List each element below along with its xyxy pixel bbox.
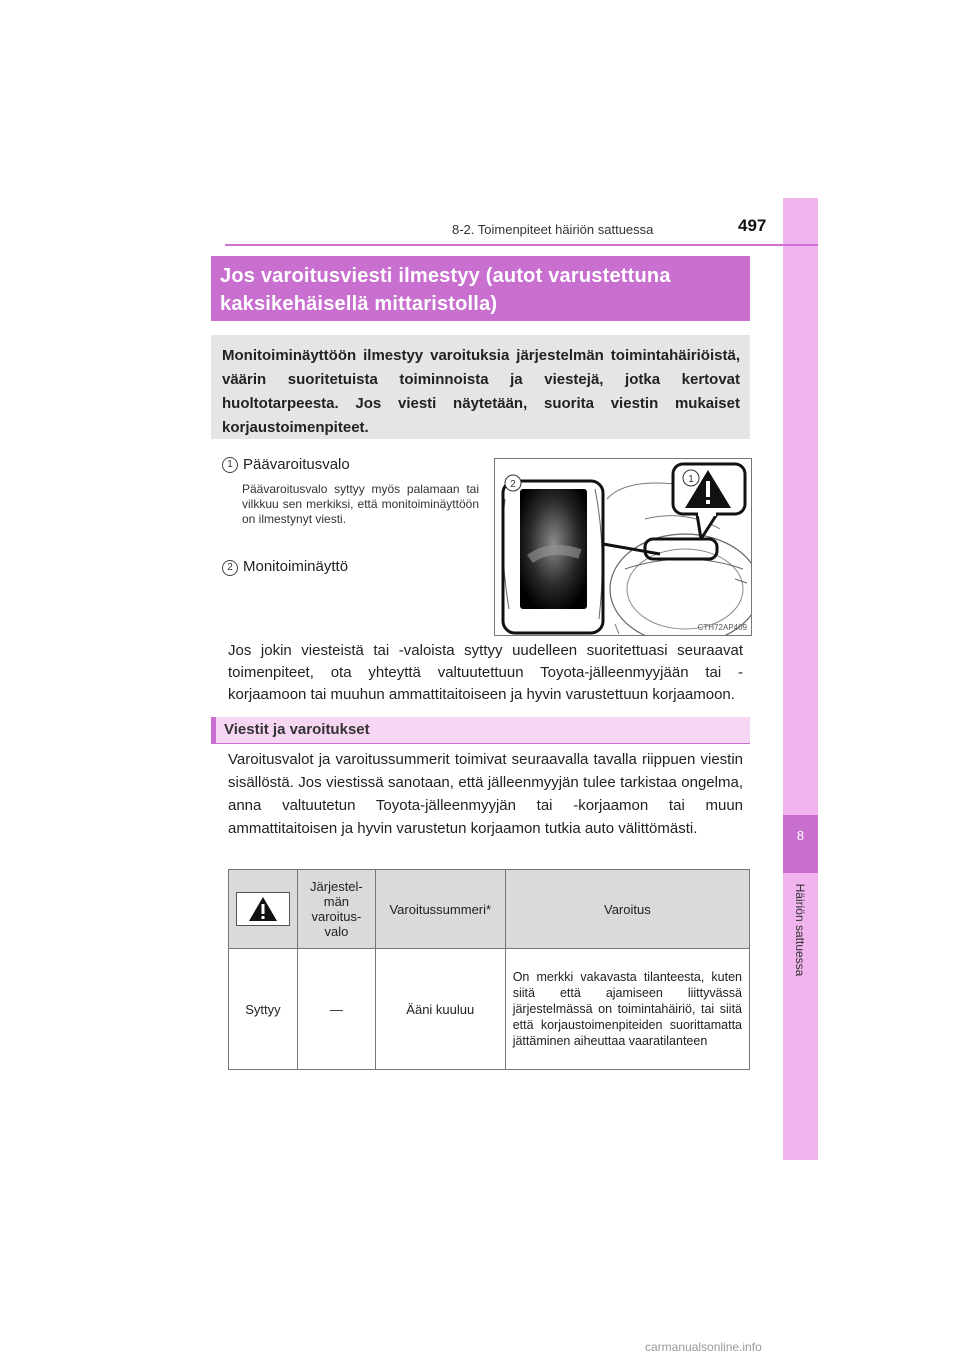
paragraph-2: Varoitusvalot ja varoitussummerit toimivat seuraavalla tavalla riippuen viestin sisällöstä. Jos viestissä sanotaan, että jälleenmyyjän tulee tarkistaa ongelma, anna valtuutetun Toyota-jälleenmyyjän tai -korjaamon tai muun ammattitaitoisen ja hyvin varustetun korjaamon tutkia auto välittömästi. — [228, 751, 743, 837]
chapter-label: Häiriön sattuessa — [793, 883, 807, 977]
table-cell-buzzer: Ääni kuuluu — [375, 949, 505, 1070]
table-cell-system-light: — — [297, 949, 375, 1070]
chapter-number: 8 — [796, 828, 805, 843]
table-header-warning: Varoitus — [505, 870, 749, 949]
paragraph-1: Jos jokin viesteistä tai -valoista syttyy uudelleen suoritettuasi seuraavat toimenpiteet, ota yhteyttä valtuutettuun Toyota-jälleenmyyjään tai -korjaamoon tai muuhun ammattitaitoiseen ja hyvin varustettuun korjaamoon. — [228, 642, 743, 703]
header-divider — [225, 244, 818, 246]
header-section-title: 8-2. Toimenpiteet häiriön sattuessa — [452, 222, 654, 237]
item-2-title: Monitoiminäyttö — [243, 558, 349, 575]
item-2-number: 2 — [222, 560, 238, 576]
side-tab-strip — [783, 198, 818, 1160]
subheading-accent — [211, 717, 216, 744]
item-1-desc: Päävaroitusvalo syttyy myös palamaan tai vilkkuu sen merkiksi, että monitoiminäyttöön on ilmestynyt viesti. — [242, 482, 479, 526]
subheading-underline — [211, 743, 750, 744]
item-1-title: Päävaroitusvalo — [243, 456, 350, 473]
page-number: 497 — [738, 216, 767, 235]
page-title: Jos varoitusviesti ilmestyy (autot varustettuna kaksikehäisellä mittaristolla) — [220, 265, 671, 315]
figure-callout-1: 1 — [688, 474, 694, 485]
table-cell-warning: On merkki vakavasta tilanteesta, kuten siitä että ajamiseen liittyvässä järjestelmässä on toimintahäiriö, tai siitä että korjaustoimenpiteiden suorittamatta jättäminen aiheuttaa vaaratilanteen — [505, 949, 749, 1070]
table-cell-main-light: Syttyy — [229, 949, 298, 1070]
dashboard-figure — [494, 458, 752, 636]
intro-text: Monitoiminäyttöön ilmestyy varoituksia järjestelmän toimintahäiriöistä, väärin suoritetuista toiminnoista ja viestejä, jotka kertovat huoltotarpeesta. Jos viesti näytetään, suorita viestin mukaiset korjaustoimenpiteet. — [222, 347, 740, 436]
warning-table — [228, 869, 750, 1070]
figure-code: CTH72AP409 — [697, 623, 747, 632]
subheading: Viestit ja varoitukset — [224, 721, 370, 738]
figure-callout-2: 2 — [510, 479, 516, 490]
table-header-system-light: Järjestel-män varoitus-valo — [297, 870, 375, 949]
warning-triangle-icon — [236, 892, 290, 926]
table-row — [229, 949, 750, 1070]
chapter-number-box — [783, 815, 818, 873]
dashboard-illustration — [495, 459, 751, 635]
watermark: carmanualsonline.info — [645, 1340, 762, 1354]
table-header-buzzer: Varoitussummeri* — [375, 870, 505, 949]
table-header-row — [229, 870, 750, 949]
item-1-number: 1 — [222, 457, 238, 473]
table-header-icon-cell — [229, 870, 298, 949]
